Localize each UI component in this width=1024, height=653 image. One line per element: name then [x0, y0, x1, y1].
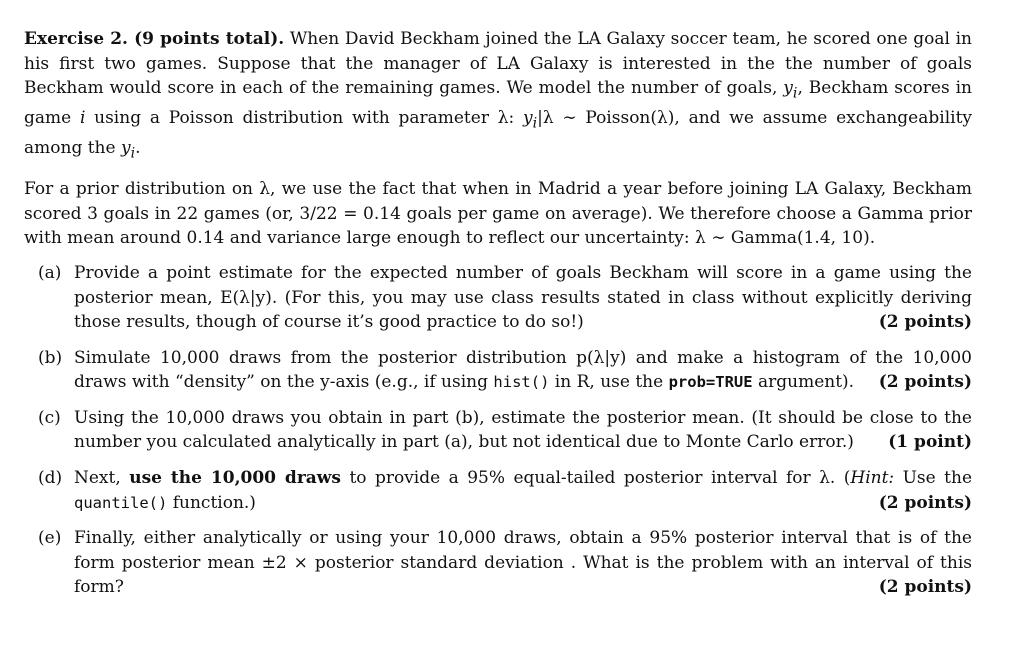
part-d-hint: Hint:	[850, 468, 895, 489]
part-e-text: Finally, either analytically or using your 10,000 draws, obtain a 95% posterior interval that is of the form posterior mean ±2 × posterior standard deviation . What is the problem with an interval of this form?	[74, 528, 972, 598]
part-c-text: Using the 10,000 draws you obtain in part (b), estimate the posterior mean. (It should be close to the number you calculated analytically in part (a), but not identical due to Monte Carlo error.)	[74, 407, 972, 453]
part-d-code-quantile: quantile()	[74, 493, 168, 512]
part-d-text-3: Use the	[894, 468, 973, 489]
part-b-points: (2 points)	[878, 372, 972, 393]
part-a	[24, 261, 972, 335]
part-c	[24, 406, 972, 455]
part-d-bold: use the 10,000 draws	[129, 468, 341, 489]
var-y-2: y	[120, 138, 131, 159]
prior-paragraph: For a prior distribution on λ, we use the fact that when in Madrid a year before joining LA Galaxy, Beckham scored 3 goals in 22 games (or, 3/22 = 0.14 goals per game on average). We therefore choose a Gamma prior with mean around 0.14 and variance large enough to reflect our uncertainty: λ ∼ Gamma(1.4, 10).	[24, 179, 972, 249]
part-b-code-prob: prob=TRUE	[668, 373, 753, 392]
model-y: y	[522, 108, 533, 129]
part-a-label: (a)	[38, 262, 62, 283]
part-d-text-1: Next,	[74, 468, 130, 489]
part-b	[24, 346, 972, 395]
intro-text-2: , Beckham scores in game	[24, 78, 972, 129]
part-e-label: (e)	[38, 528, 62, 549]
part-d-text-2: to provide a 95% equal-tailed posterior interval for λ. (	[341, 468, 851, 489]
model-sub-i: i	[532, 115, 538, 132]
part-d	[24, 466, 972, 515]
var-sub-i: i	[792, 85, 798, 102]
part-c-points: (1 point)	[888, 432, 972, 453]
part-b-text-3: argument).	[752, 372, 855, 393]
part-e-points: (2 points)	[878, 577, 972, 598]
var-i: i	[79, 108, 86, 129]
part-d-label: (d)	[38, 468, 63, 489]
part-a-points: (2 points)	[878, 312, 972, 333]
part-c-label: (c)	[38, 407, 61, 428]
part-b-code-hist: hist()	[493, 373, 550, 392]
part-b-text-1: Simulate 10,000 draws from the posterior distribution p(λ|y) and make a histogram of the 10,000 draws with “density” on the y-axis (e.g., if using	[74, 347, 972, 393]
parts-list	[24, 261, 972, 600]
part-b-label: (b)	[38, 347, 63, 368]
intro-text-1: When David Beckham joined the LA Galaxy soccer team, he scored one goal in his first two games. Suppose that the manager of LA Galaxy is interested in the the number of goals Beckham would score in each of the remaining games. We model the number of goals,	[24, 29, 972, 99]
part-a-text: Provide a point estimate for the expected number of goals Beckham will score in a game using the posterior mean, E(λ|y). (For this, you may use class results stated in class without explicitly deriving those results, though of course it’s good practice to do so!)	[74, 262, 972, 333]
part-d-text-4: function.)	[167, 492, 256, 513]
intro-text-4: , and we assume exchangeability among the	[24, 108, 972, 159]
exercise-heading: Exercise 2. (9 points total).	[24, 29, 285, 49]
intro-paragraph	[24, 27, 972, 166]
intro-text-5: .	[135, 138, 141, 159]
part-b-text-2: in R, use the	[549, 372, 669, 393]
var-sub-i-2: i	[130, 145, 136, 162]
model-formula: |λ ∼ Poisson(λ)	[537, 108, 675, 129]
intro-text-3: using a Poisson distribution with parameter λ:	[85, 108, 523, 129]
part-e	[24, 526, 972, 600]
part-d-points: (2 points)	[878, 492, 972, 513]
exercise-document	[24, 27, 972, 611]
var-y: y	[783, 78, 793, 99]
